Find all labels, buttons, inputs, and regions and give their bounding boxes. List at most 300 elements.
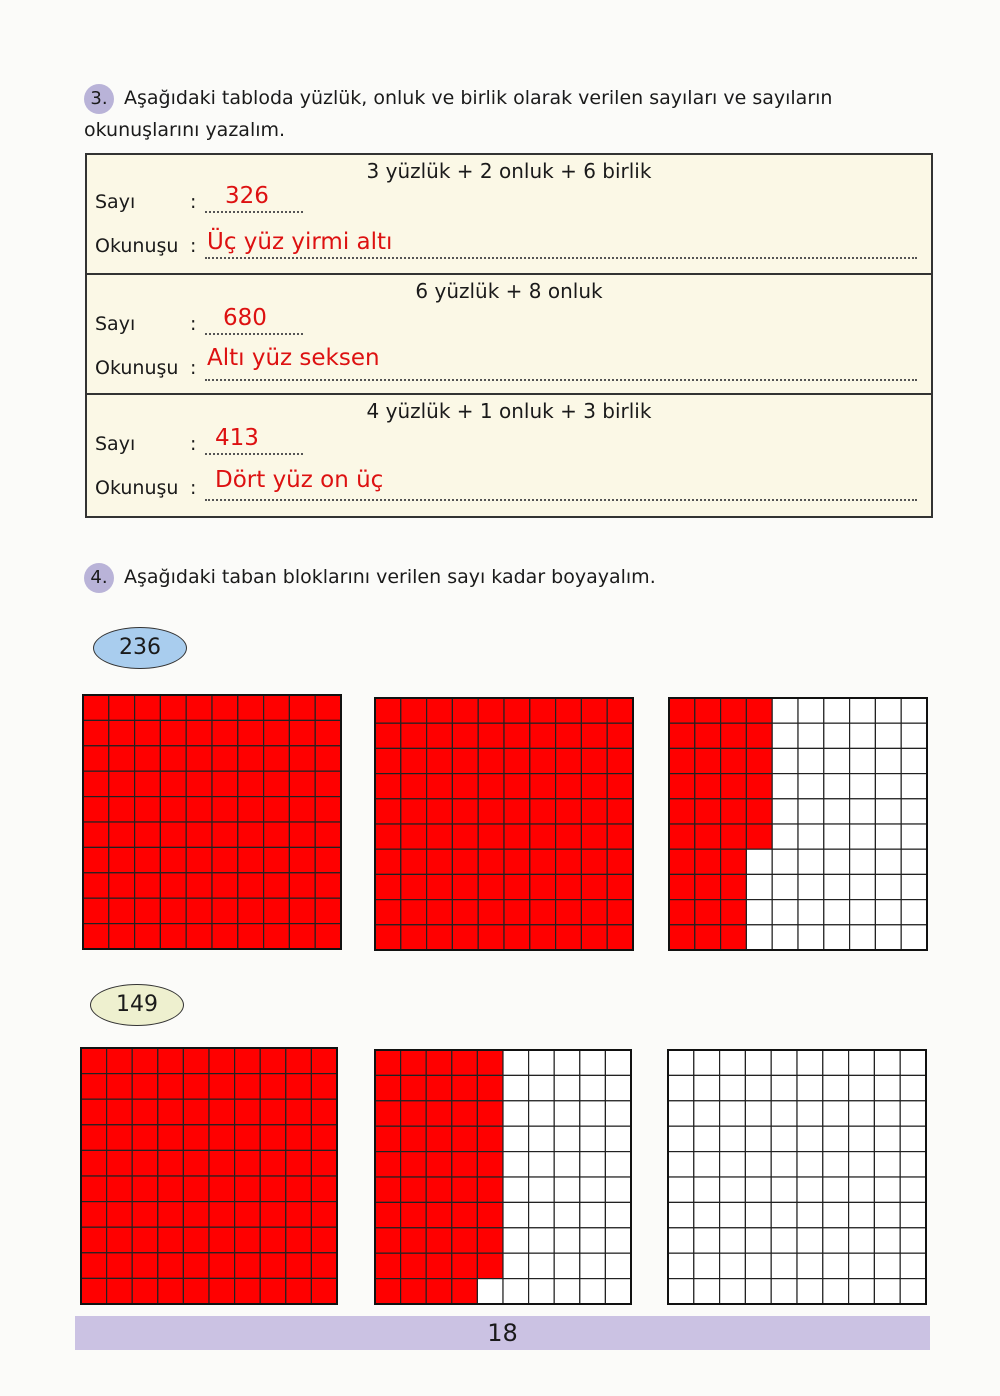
grid-cell[interactable]: [797, 1253, 823, 1278]
grid-cell[interactable]: [83, 847, 109, 872]
grid-cell[interactable]: [212, 720, 238, 745]
grid-cell[interactable]: [135, 695, 161, 720]
grid-cell[interactable]: [554, 1279, 580, 1304]
grid-cell[interactable]: [554, 1152, 580, 1177]
grid-cell[interactable]: [695, 698, 721, 723]
grid-cell[interactable]: [401, 824, 427, 849]
grid-cell[interactable]: [504, 748, 530, 773]
grid-cell[interactable]: [530, 698, 556, 723]
grid-cell[interactable]: [798, 698, 824, 723]
grid-cell[interactable]: [238, 797, 264, 822]
grid-cell[interactable]: [797, 1152, 823, 1177]
grid-cell[interactable]: [556, 748, 582, 773]
grid-cell[interactable]: [581, 723, 607, 748]
grid-cell[interactable]: [797, 1101, 823, 1126]
grid-cell[interactable]: [183, 1253, 209, 1279]
grid-cell[interactable]: [849, 1228, 875, 1253]
grid-cell[interactable]: [375, 1177, 401, 1202]
grid-cell[interactable]: [315, 720, 341, 745]
grid-cell[interactable]: [669, 698, 695, 723]
grid-cell[interactable]: [212, 771, 238, 796]
grid-cell[interactable]: [504, 723, 530, 748]
grid-cell[interactable]: [132, 1048, 158, 1074]
grid-cell[interactable]: [401, 1253, 427, 1278]
grid-cell[interactable]: [107, 1253, 133, 1279]
grid-cell[interactable]: [721, 723, 747, 748]
grid-cell[interactable]: [209, 1227, 235, 1253]
grid-cell[interactable]: [529, 1126, 555, 1151]
grid-cell[interactable]: [375, 849, 401, 874]
grid-cell[interactable]: [311, 1278, 337, 1304]
grid-cell[interactable]: [401, 1075, 427, 1100]
grid-cell[interactable]: [375, 799, 401, 824]
grid-cell[interactable]: [452, 1075, 478, 1100]
grid-cell[interactable]: [668, 1075, 694, 1100]
grid-cell[interactable]: [401, 900, 427, 925]
grid-cell[interactable]: [798, 774, 824, 799]
grid-cell[interactable]: [109, 771, 135, 796]
grid-cell[interactable]: [554, 1177, 580, 1202]
grid-cell[interactable]: [529, 1101, 555, 1126]
grid-cell[interactable]: [83, 797, 109, 822]
grid-cell[interactable]: [849, 1075, 875, 1100]
grid-cell[interactable]: [797, 1050, 823, 1075]
grid-cell[interactable]: [160, 746, 186, 771]
grid-cell[interactable]: [286, 1253, 312, 1279]
grid-cell[interactable]: [720, 1253, 746, 1278]
grid-cell[interactable]: [745, 1228, 771, 1253]
grid-cell[interactable]: [477, 1101, 503, 1126]
grid-cell[interactable]: [238, 847, 264, 872]
grid-cell[interactable]: [135, 873, 161, 898]
grid-cell[interactable]: [286, 1202, 312, 1228]
grid-cell[interactable]: [452, 925, 478, 950]
grid-cell[interactable]: [401, 748, 427, 773]
grid-cell[interactable]: [289, 822, 315, 847]
grid-cell[interactable]: [823, 1228, 849, 1253]
grid-cell[interactable]: [260, 1150, 286, 1176]
grid-cell[interactable]: [235, 1150, 261, 1176]
grid-cell[interactable]: [260, 1074, 286, 1100]
grid-cell[interactable]: [901, 774, 927, 799]
hundred-block[interactable]: [667, 1049, 927, 1305]
grid-cell[interactable]: [132, 1125, 158, 1151]
grid-cell[interactable]: [503, 1075, 529, 1100]
grid-cell[interactable]: [81, 1099, 107, 1125]
grid-cell[interactable]: [746, 774, 772, 799]
grid-cell[interactable]: [209, 1048, 235, 1074]
grid-cell[interactable]: [824, 799, 850, 824]
grid-cell[interactable]: [183, 1202, 209, 1228]
grid-cell[interactable]: [607, 925, 633, 950]
grid-cell[interactable]: [607, 900, 633, 925]
grid-cell[interactable]: [668, 1101, 694, 1126]
okunus-answer[interactable]: Üç yüz yirmi altı: [207, 229, 393, 255]
grid-cell[interactable]: [109, 822, 135, 847]
grid-cell[interactable]: [235, 1253, 261, 1279]
grid-cell[interactable]: [477, 1228, 503, 1253]
grid-cell[interactable]: [264, 746, 290, 771]
grid-cell[interactable]: [695, 925, 721, 950]
grid-cell[interactable]: [401, 698, 427, 723]
grid-cell[interactable]: [900, 1152, 926, 1177]
grid-cell[interactable]: [529, 1050, 555, 1075]
grid-cell[interactable]: [874, 1152, 900, 1177]
grid-cell[interactable]: [824, 925, 850, 950]
grid-cell[interactable]: [83, 695, 109, 720]
grid-cell[interactable]: [720, 1279, 746, 1304]
grid-cell[interactable]: [235, 1099, 261, 1125]
sayi-answer[interactable]: 326: [225, 183, 269, 209]
grid-cell[interactable]: [81, 1202, 107, 1228]
grid-cell[interactable]: [286, 1074, 312, 1100]
grid-cell[interactable]: [107, 1176, 133, 1202]
grid-cell[interactable]: [183, 1176, 209, 1202]
grid-cell[interactable]: [158, 1099, 184, 1125]
grid-cell[interactable]: [311, 1074, 337, 1100]
grid-cell[interactable]: [695, 748, 721, 773]
grid-cell[interactable]: [772, 824, 798, 849]
grid-cell[interactable]: [669, 925, 695, 950]
grid-cell[interactable]: [529, 1202, 555, 1227]
grid-cell[interactable]: [605, 1177, 631, 1202]
grid-cell[interactable]: [504, 774, 530, 799]
grid-cell[interactable]: [264, 873, 290, 898]
grid-cell[interactable]: [875, 849, 901, 874]
grid-cell[interactable]: [530, 849, 556, 874]
grid-cell[interactable]: [580, 1279, 606, 1304]
grid-cell[interactable]: [669, 849, 695, 874]
grid-cell[interactable]: [694, 1279, 720, 1304]
grid-cell[interactable]: [311, 1150, 337, 1176]
grid-cell[interactable]: [901, 698, 927, 723]
grid-cell[interactable]: [669, 748, 695, 773]
grid-cell[interactable]: [824, 774, 850, 799]
grid-cell[interactable]: [503, 1253, 529, 1278]
grid-cell[interactable]: [160, 822, 186, 847]
grid-cell[interactable]: [135, 822, 161, 847]
grid-cell[interactable]: [668, 1177, 694, 1202]
grid-cell[interactable]: [900, 1279, 926, 1304]
grid-cell[interactable]: [186, 746, 212, 771]
grid-cell[interactable]: [798, 824, 824, 849]
grid-cell[interactable]: [107, 1125, 133, 1151]
grid-cell[interactable]: [212, 898, 238, 923]
grid-cell[interactable]: [823, 1075, 849, 1100]
grid-cell[interactable]: [556, 900, 582, 925]
grid-cell[interactable]: [771, 1202, 797, 1227]
grid-cell[interactable]: [183, 1074, 209, 1100]
grid-cell[interactable]: [83, 924, 109, 949]
grid-cell[interactable]: [375, 1050, 401, 1075]
grid-cell[interactable]: [695, 824, 721, 849]
grid-cell[interactable]: [721, 774, 747, 799]
grid-cell[interactable]: [771, 1126, 797, 1151]
grid-cell[interactable]: [694, 1253, 720, 1278]
grid-cell[interactable]: [772, 900, 798, 925]
grid-cell[interactable]: [375, 824, 401, 849]
grid-cell[interactable]: [83, 898, 109, 923]
grid-cell[interactable]: [554, 1050, 580, 1075]
grid-cell[interactable]: [426, 1228, 452, 1253]
grid-cell[interactable]: [158, 1278, 184, 1304]
grid-cell[interactable]: [83, 720, 109, 745]
grid-cell[interactable]: [452, 1177, 478, 1202]
grid-cell[interactable]: [212, 822, 238, 847]
grid-cell[interactable]: [135, 898, 161, 923]
grid-cell[interactable]: [107, 1202, 133, 1228]
grid-cell[interactable]: [556, 774, 582, 799]
grid-cell[interactable]: [605, 1126, 631, 1151]
grid-cell[interactable]: [315, 924, 341, 949]
grid-cell[interactable]: [212, 924, 238, 949]
grid-cell[interactable]: [311, 1125, 337, 1151]
grid-cell[interactable]: [746, 698, 772, 723]
grid-cell[interactable]: [135, 924, 161, 949]
grid-cell[interactable]: [874, 1126, 900, 1151]
grid-cell[interactable]: [426, 1101, 452, 1126]
grid-cell[interactable]: [286, 1176, 312, 1202]
grid-cell[interactable]: [849, 1050, 875, 1075]
grid-cell[interactable]: [900, 1253, 926, 1278]
grid-cell[interactable]: [503, 1101, 529, 1126]
grid-cell[interactable]: [183, 1278, 209, 1304]
grid-cell[interactable]: [875, 698, 901, 723]
grid-cell[interactable]: [530, 748, 556, 773]
grid-cell[interactable]: [183, 1150, 209, 1176]
grid-cell[interactable]: [720, 1228, 746, 1253]
grid-cell[interactable]: [286, 1099, 312, 1125]
grid-cell[interactable]: [477, 1253, 503, 1278]
grid-cell[interactable]: [235, 1176, 261, 1202]
grid-cell[interactable]: [452, 849, 478, 874]
grid-cell[interactable]: [745, 1253, 771, 1278]
grid-cell[interactable]: [580, 1202, 606, 1227]
grid-cell[interactable]: [529, 1075, 555, 1100]
grid-cell[interactable]: [183, 1048, 209, 1074]
grid-cell[interactable]: [669, 824, 695, 849]
grid-cell[interactable]: [668, 1228, 694, 1253]
grid-cell[interactable]: [81, 1074, 107, 1100]
grid-cell[interactable]: [375, 1075, 401, 1100]
grid-cell[interactable]: [798, 748, 824, 773]
grid-cell[interactable]: [315, 873, 341, 898]
grid-cell[interactable]: [401, 1101, 427, 1126]
grid-cell[interactable]: [695, 774, 721, 799]
grid-cell[interactable]: [874, 1101, 900, 1126]
grid-cell[interactable]: [477, 1126, 503, 1151]
grid-cell[interactable]: [212, 746, 238, 771]
grid-cell[interactable]: [452, 1202, 478, 1227]
grid-cell[interactable]: [209, 1074, 235, 1100]
grid-cell[interactable]: [503, 1126, 529, 1151]
grid-cell[interactable]: [401, 799, 427, 824]
grid-cell[interactable]: [109, 720, 135, 745]
grid-cell[interactable]: [850, 900, 876, 925]
grid-cell[interactable]: [745, 1050, 771, 1075]
grid-cell[interactable]: [772, 925, 798, 950]
grid-cell[interactable]: [771, 1177, 797, 1202]
grid-cell[interactable]: [746, 723, 772, 748]
grid-cell[interactable]: [721, 799, 747, 824]
grid-cell[interactable]: [529, 1152, 555, 1177]
grid-cell[interactable]: [212, 695, 238, 720]
grid-cell[interactable]: [452, 774, 478, 799]
grid-cell[interactable]: [798, 925, 824, 950]
grid-cell[interactable]: [797, 1279, 823, 1304]
grid-cell[interactable]: [452, 748, 478, 773]
grid-cell[interactable]: [83, 873, 109, 898]
grid-cell[interactable]: [158, 1150, 184, 1176]
grid-cell[interactable]: [478, 925, 504, 950]
grid-cell[interactable]: [289, 898, 315, 923]
grid-cell[interactable]: [401, 1050, 427, 1075]
grid-cell[interactable]: [823, 1202, 849, 1227]
grid-cell[interactable]: [849, 1126, 875, 1151]
grid-cell[interactable]: [771, 1253, 797, 1278]
grid-cell[interactable]: [264, 822, 290, 847]
grid-cell[interactable]: [901, 824, 927, 849]
grid-cell[interactable]: [426, 1253, 452, 1278]
grid-cell[interactable]: [264, 695, 290, 720]
grid-cell[interactable]: [401, 1126, 427, 1151]
grid-cell[interactable]: [212, 873, 238, 898]
grid-cell[interactable]: [668, 1126, 694, 1151]
grid-cell[interactable]: [375, 1101, 401, 1126]
grid-cell[interactable]: [81, 1253, 107, 1279]
grid-cell[interactable]: [850, 925, 876, 950]
grid-cell[interactable]: [477, 1152, 503, 1177]
grid-cell[interactable]: [478, 748, 504, 773]
grid-cell[interactable]: [477, 1177, 503, 1202]
grid-cell[interactable]: [529, 1177, 555, 1202]
grid-cell[interactable]: [186, 898, 212, 923]
grid-cell[interactable]: [81, 1125, 107, 1151]
grid-cell[interactable]: [695, 723, 721, 748]
grid-cell[interactable]: [556, 849, 582, 874]
grid-cell[interactable]: [132, 1278, 158, 1304]
grid-cell[interactable]: [798, 874, 824, 899]
grid-cell[interactable]: [186, 847, 212, 872]
grid-cell[interactable]: [478, 723, 504, 748]
grid-cell[interactable]: [605, 1228, 631, 1253]
grid-cell[interactable]: [427, 849, 453, 874]
grid-cell[interactable]: [580, 1177, 606, 1202]
grid-cell[interactable]: [478, 799, 504, 824]
grid-cell[interactable]: [503, 1177, 529, 1202]
grid-cell[interactable]: [135, 720, 161, 745]
grid-cell[interactable]: [503, 1228, 529, 1253]
grid-cell[interactable]: [850, 698, 876, 723]
grid-cell[interactable]: [426, 1050, 452, 1075]
grid-cell[interactable]: [529, 1228, 555, 1253]
grid-cell[interactable]: [581, 748, 607, 773]
grid-cell[interactable]: [452, 1101, 478, 1126]
grid-cell[interactable]: [238, 746, 264, 771]
grid-cell[interactable]: [427, 824, 453, 849]
grid-cell[interactable]: [746, 874, 772, 899]
grid-cell[interactable]: [183, 1125, 209, 1151]
grid-cell[interactable]: [772, 874, 798, 899]
grid-cell[interactable]: [158, 1074, 184, 1100]
grid-cell[interactable]: [375, 774, 401, 799]
grid-cell[interactable]: [315, 746, 341, 771]
grid-cell[interactable]: [260, 1099, 286, 1125]
grid-cell[interactable]: [160, 898, 186, 923]
grid-cell[interactable]: [823, 1253, 849, 1278]
grid-cell[interactable]: [746, 824, 772, 849]
grid-cell[interactable]: [286, 1048, 312, 1074]
grid-cell[interactable]: [238, 822, 264, 847]
grid-cell[interactable]: [669, 874, 695, 899]
grid-cell[interactable]: [289, 746, 315, 771]
grid-cell[interactable]: [772, 698, 798, 723]
grid-cell[interactable]: [401, 1152, 427, 1177]
grid-cell[interactable]: [375, 723, 401, 748]
sayi-answer[interactable]: 680: [223, 305, 267, 331]
grid-cell[interactable]: [900, 1101, 926, 1126]
grid-cell[interactable]: [605, 1152, 631, 1177]
grid-cell[interactable]: [824, 874, 850, 899]
grid-cell[interactable]: [264, 924, 290, 949]
grid-cell[interactable]: [81, 1176, 107, 1202]
grid-cell[interactable]: [289, 771, 315, 796]
grid-cell[interactable]: [875, 925, 901, 950]
grid-cell[interactable]: [581, 824, 607, 849]
grid-cell[interactable]: [721, 824, 747, 849]
grid-cell[interactable]: [160, 873, 186, 898]
grid-cell[interactable]: [849, 1177, 875, 1202]
grid-cell[interactable]: [452, 900, 478, 925]
grid-cell[interactable]: [721, 849, 747, 874]
grid-cell[interactable]: [209, 1150, 235, 1176]
grid-cell[interactable]: [695, 874, 721, 899]
hundred-block[interactable]: [80, 1047, 338, 1305]
grid-cell[interactable]: [109, 873, 135, 898]
grid-cell[interactable]: [823, 1152, 849, 1177]
grid-cell[interactable]: [721, 748, 747, 773]
grid-cell[interactable]: [849, 1202, 875, 1227]
grid-cell[interactable]: [135, 771, 161, 796]
grid-cell[interactable]: [109, 695, 135, 720]
grid-cell[interactable]: [426, 1202, 452, 1227]
grid-cell[interactable]: [668, 1152, 694, 1177]
grid-cell[interactable]: [264, 797, 290, 822]
grid-cell[interactable]: [235, 1074, 261, 1100]
grid-cell[interactable]: [132, 1202, 158, 1228]
grid-cell[interactable]: [900, 1202, 926, 1227]
grid-cell[interactable]: [401, 723, 427, 748]
grid-cell[interactable]: [315, 822, 341, 847]
grid-cell[interactable]: [797, 1202, 823, 1227]
grid-cell[interactable]: [824, 698, 850, 723]
grid-cell[interactable]: [427, 874, 453, 899]
grid-cell[interactable]: [107, 1074, 133, 1100]
grid-cell[interactable]: [260, 1125, 286, 1151]
grid-cell[interactable]: [286, 1125, 312, 1151]
grid-cell[interactable]: [135, 746, 161, 771]
grid-cell[interactable]: [556, 723, 582, 748]
grid-cell[interactable]: [160, 924, 186, 949]
grid-cell[interactable]: [427, 748, 453, 773]
grid-cell[interactable]: [311, 1048, 337, 1074]
grid-cell[interactable]: [109, 797, 135, 822]
grid-cell[interactable]: [452, 1152, 478, 1177]
grid-cell[interactable]: [607, 874, 633, 899]
grid-cell[interactable]: [504, 925, 530, 950]
grid-cell[interactable]: [132, 1176, 158, 1202]
grid-cell[interactable]: [745, 1152, 771, 1177]
